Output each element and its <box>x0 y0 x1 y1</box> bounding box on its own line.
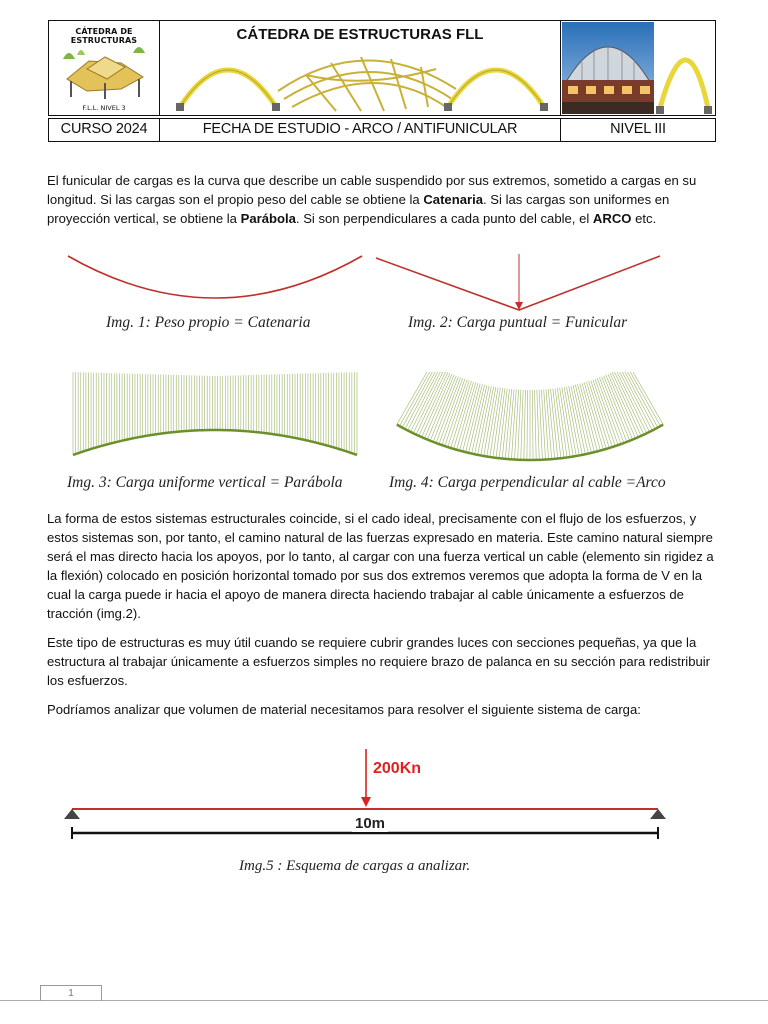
document-title: CÁTEDRA DE ESTRUCTURAS FLL <box>236 26 484 43</box>
catenary-figure <box>60 250 370 310</box>
perpendicular-load-line <box>419 372 448 436</box>
perpendicular-load-line <box>616 372 646 433</box>
arch-illustrations <box>166 45 556 113</box>
parabola-cable <box>73 430 357 455</box>
figure-5-caption: Img.5 : Esquema de cargas a analizar. <box>239 858 471 874</box>
keyword-arco: ARCO <box>592 211 632 226</box>
perpendicular-load-line <box>557 388 567 457</box>
perpendicular-load-line <box>524 390 526 460</box>
intro-text-1: El funicular de cargas es la curva que describe un cable suspendido por sus extremos, sometido a cargas en su longitud. Si las cargas son el propio peso del cable se obtiene la <box>47 173 697 207</box>
level-cell <box>560 118 716 142</box>
perpendicular-load-line <box>493 388 503 457</box>
photo-cell <box>560 20 716 116</box>
perpendicular-load-line <box>612 372 641 436</box>
topic-label: FECHA DE ESTUDIO - ARCO / ANTIFUNICULAR <box>202 121 518 137</box>
figure-4-caption: Img. 4: Carga perpendicular al cable =Arco <box>389 474 666 491</box>
logo-title: CÁTEDRA DE ESTRUCTURAS <box>70 27 138 45</box>
perpendicular-load-line <box>546 389 552 459</box>
logo-structure-image <box>59 39 151 101</box>
perpendicular-load-line <box>508 389 514 459</box>
course-label: CURSO 2024 <box>60 121 148 137</box>
footer-rule <box>0 1000 768 1001</box>
perpendicular-load-line <box>614 372 644 435</box>
figure-1-caption: Img. 1: Peso propio = Catenaria <box>106 314 311 331</box>
keyword-catenaria: Catenaria <box>423 192 484 207</box>
perpendicular-load-line <box>405 372 438 429</box>
perpendicular-load-line <box>416 372 446 435</box>
perpendicular-load-line <box>535 390 537 460</box>
load-arrow-head <box>361 797 371 807</box>
parabola-figure <box>70 368 360 462</box>
perpendicular-load-line <box>527 390 528 460</box>
intro-text-2: . Si las cargas son uniformes en proyección vertical, se obtiene la <box>47 192 670 226</box>
perpendicular-load-line <box>628 372 663 425</box>
perpendicular-load-line <box>537 390 539 460</box>
perpendicular-load-line <box>586 382 606 449</box>
perpendicular-load-line <box>532 390 533 460</box>
right-support-icon <box>650 809 666 819</box>
left-support-icon <box>64 809 80 819</box>
intro-text-3: . Si son perpendiculares a cada punto del cable, el <box>295 211 593 226</box>
perpendicular-load-line <box>484 387 496 456</box>
page-number: 1 <box>40 985 102 1001</box>
building-photo-image <box>562 22 714 114</box>
perpendicular-load-line <box>487 387 498 456</box>
intro-text-4: etc. <box>631 211 657 226</box>
perpendicular-load-line <box>589 381 610 448</box>
arch-load-figure <box>380 372 680 472</box>
figure-2-caption: Img. 2: Carga puntual = Funicular <box>408 314 628 331</box>
perpendicular-load-line <box>564 387 576 456</box>
funicular-figure <box>372 250 664 314</box>
logo-subtitle: F.L.L. NIVEL 3 <box>82 104 126 112</box>
perpendicular-load-line <box>622 372 655 429</box>
intro-paragraph <box>47 171 723 228</box>
perpendicular-load-line <box>397 372 432 425</box>
perpendicular-load-line <box>400 372 434 426</box>
logo-cell <box>48 20 160 116</box>
perpendicular-load-line <box>451 381 472 448</box>
load-label: 200Kn <box>373 760 422 777</box>
perpendicular-load-line <box>413 372 443 433</box>
body-paragraph-3: Podríamos analizar que volumen de material necesitamos para resolver el siguiente sistema de carga: <box>47 702 641 717</box>
perpendicular-load-line <box>511 390 516 460</box>
perpendicular-load-line <box>562 387 573 456</box>
perpendicular-load-line <box>457 382 476 449</box>
keyword-parabola: Parábola <box>240 211 296 226</box>
body-paragraph-2: Este tipo de estructuras es muy útil cuando se requiere cubrir grandes luces con secciones pequeñas, ya que la estructura al trabajar únicamente a esfuerzos simples no requiere brazo de palanca en su sección para redistribuir los esfuerzos. <box>47 635 711 688</box>
body-paragraph-1: La forma de estos sistemas estructurales coincide, si el cado ideal, precisamente con el flujo de los esfuerzos, y estos sistemas son, por tanto, el camino natural de las fuerzas expresado en materia. Este camino natural siempre será el mas directo hacia los apoyos, por lo tanto, al cargar con una fuerza vertical un cable (elemento sin rigidez a la flexión) colocado en posición horizontal tomado por sus dos extremos veremos que adopta la forma de V en la cual la carga puede ir hacia el apoyo de manera directa haciendo trabajar al cable únicamente a esfuerzos de tracción (img.2). <box>47 511 714 621</box>
perpendicular-load-line <box>544 390 549 460</box>
topic-cell <box>159 118 561 142</box>
span-label: 10m <box>352 815 388 832</box>
course-cell <box>48 118 160 142</box>
perpendicular-load-line <box>521 390 523 460</box>
perpendicular-load-line <box>626 372 660 426</box>
figure-3-caption: Img. 3: Carga uniforme vertical = Parábola <box>67 474 343 491</box>
title-cell <box>159 20 561 116</box>
level-label: NIVEL III <box>610 121 666 137</box>
header-table <box>48 20 716 142</box>
perpendicular-load-line <box>584 382 603 449</box>
perpendicular-load-line <box>454 382 474 449</box>
